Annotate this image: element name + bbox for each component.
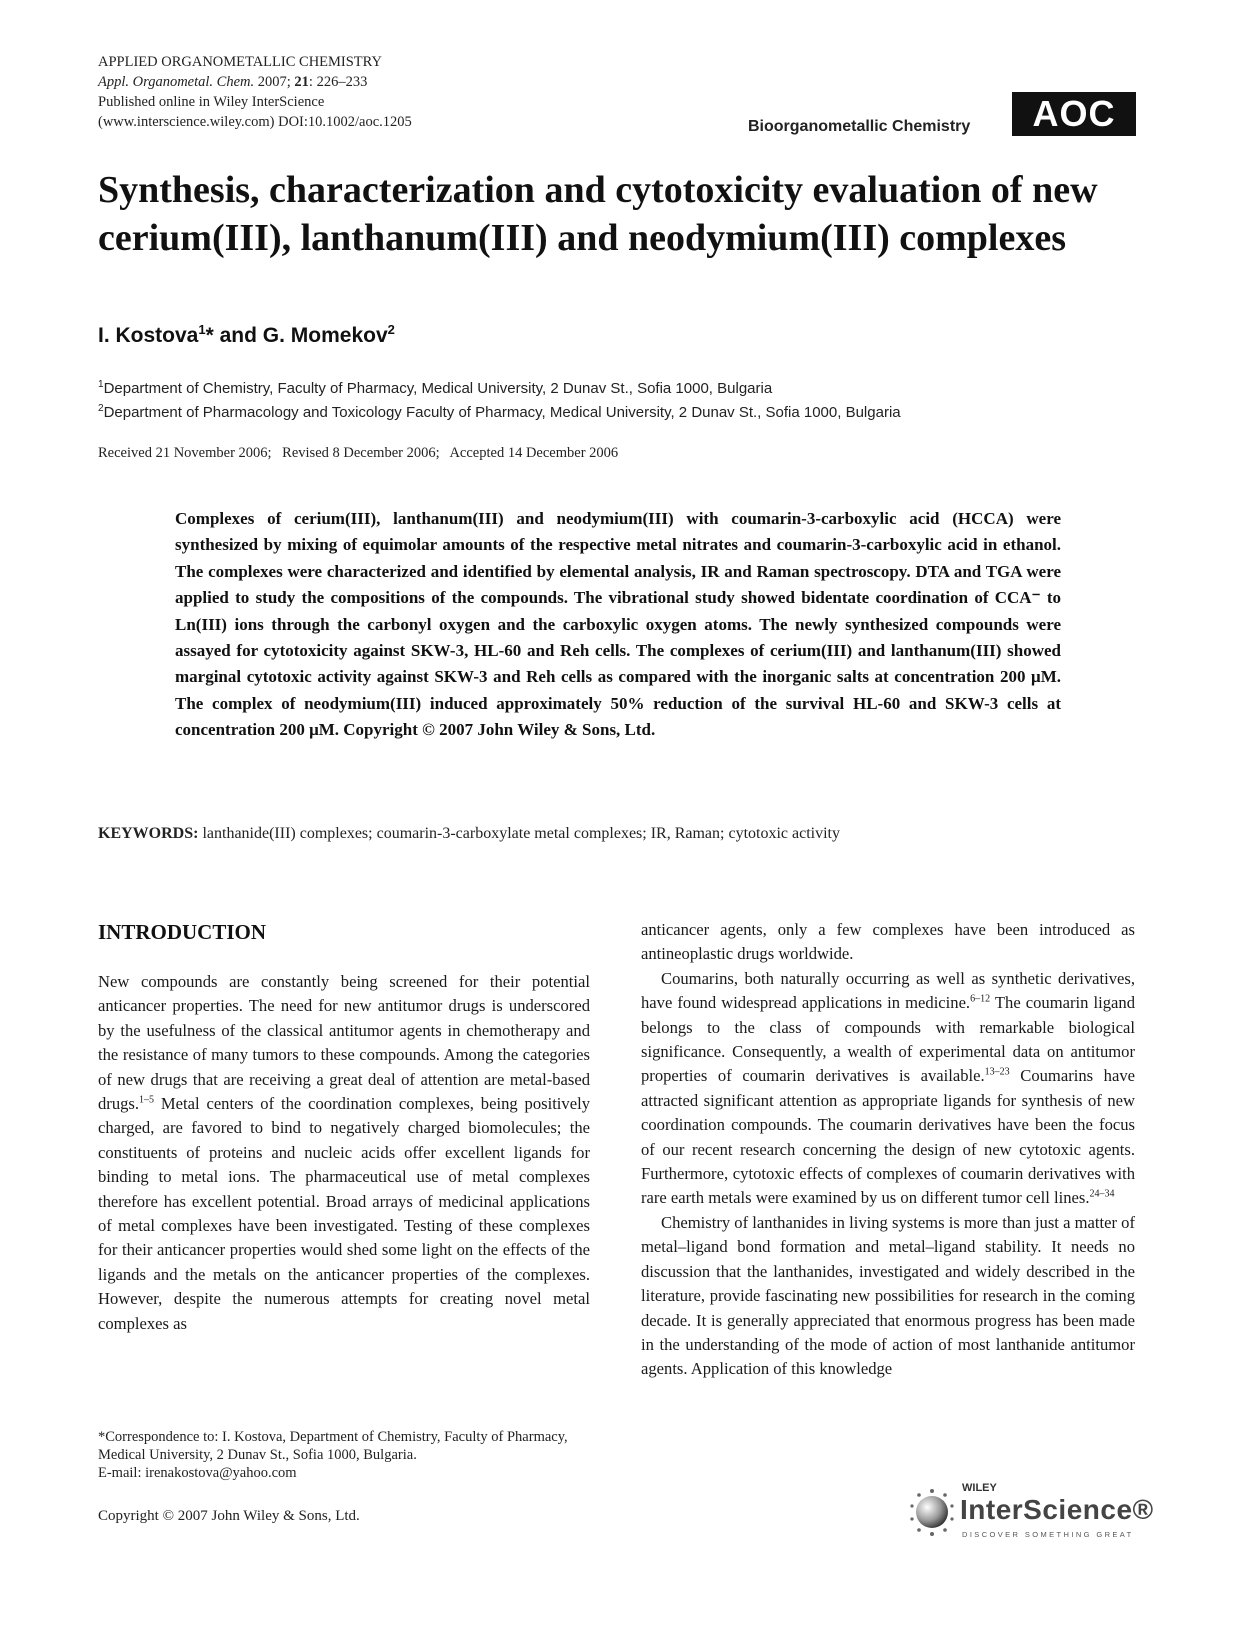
keywords-label: KEYWORDS: (98, 825, 199, 842)
keywords (98, 825, 840, 843)
abstract: Complexes of cerium(III), lanthanum(III) and neodymium(III) with coumarin-3-carboxylic acid (HCCA) were synthesized by mixing of equimolar amounts of the respective metal nitrates and coumarin-3-carboxylic acid in ethanol. The complexes were characterized and identified by elemental analysis, IR and Raman spectroscopy. DTA and TGA were applied to study the compositions of the compounds. The vibrational study showed bidentate coordination of CCA⁻ to Ln(III) ions through the carbonyl oxygen and the carboxylic oxygen atoms. The newly synthesized compounds were assayed for cytotoxicity against SKW-3, HL-60 and Reh cells. The complexes of cerium(III) and lanthanum(III) showed marginal cytotoxic activity against SKW-3 and Reh cells as compared with the inorganic salts at concentration 200 μM. The complex of neodymium(III) induced approximately 50% reduction of the survival HL-60 and SKW-3 cells at concentration 200 μM. Copyright © 2007 John Wiley & Sons, Ltd. (175, 509, 1061, 740)
intro-p2-text-c: Coumarins have attracted significant attention as appropriate ligands for synthesis of new coordination compounds. The coumarin derivatives have been the focus of our recent research concerning the design of new cytotoxic agents. Furthermore, cytotoxic effects of complexes of coumarin derivatives with rare earth metals were examined by us on different tumor cell lines. (641, 1066, 1135, 1208)
copyright-notice: Copyright © 2007 John Wiley & Sons, Ltd. (98, 1508, 360, 1524)
authors (98, 322, 395, 348)
section-label: Bioorganometallic Chemistry (748, 118, 971, 135)
journal-citation (98, 72, 412, 92)
intro-p2-text-b: The coumarin ligand belongs to the class of compounds with remarkable biological significance. Consequently, a wealth of experimental data on antitumor properties of coumarin derivatives is available. (641, 993, 1135, 1086)
introduction-heading: INTRODUCTION (98, 920, 267, 944)
author-conjunction: and (213, 324, 263, 347)
article-dates (98, 445, 625, 462)
citation-year: 2007; (254, 74, 295, 90)
citation-ref: 13–23 (984, 1066, 1010, 1078)
revised-date: Revised 8 December 2006; (282, 445, 440, 461)
aoc-logo: AOC (1012, 92, 1136, 136)
author-1: I. Kostova (98, 324, 199, 347)
published-line: Published online in Wiley InterScience (98, 94, 325, 110)
author-1-affil: 1 (198, 322, 206, 337)
citation-abbrev: Appl. Organometal. Chem. (98, 74, 255, 90)
wiley-label: WILEY (962, 1482, 997, 1494)
left-column (98, 970, 590, 1336)
keywords-text: lanthanide(III) complexes; coumarin-3-carboxylate metal complexes; IR, Raman; cytotoxic activity (198, 825, 840, 842)
affiliation-2-text: Department of Pharmacology and Toxicology Faculty of Pharmacy, Medical University, 2 Dunav St., Sofia 1000, Bulgaria (103, 404, 901, 421)
intro-p1-text-b: Metal centers of the coordination complexes, being positively charged, are favored to bind to negatively charged biomolecules; the constituents of proteins and nucleic acids offer excellent ligands for binding to metal ions. The pharmaceutical use of metal complexes therefore has excellent potential. Broad arrays of medicinal applications of metal complexes have been investigated. Testing of these complexes for their anticancer properties would shed some light on the effects of the ligands and the metals on the anticancer properties of the complexes. However, despite the numerous attempts for creating novel metal complexes as (98, 1094, 590, 1333)
intro-paragraph-1 (98, 970, 590, 1336)
affiliation-1-number: 1 (98, 379, 104, 390)
author-2-affil: 2 (387, 322, 395, 337)
received-date: Received 21 November 2006; (98, 445, 272, 461)
interscience-tagline: DISCOVER SOMETHING GREAT (962, 1530, 1134, 1539)
affiliations (98, 375, 901, 423)
citation-volume: 21 (294, 74, 309, 90)
affiliation-2-number: 2 (98, 403, 104, 414)
intro-p2-text-a: Coumarins, both naturally occurring as well as synthetic derivatives, have found widespread applications in medicine. (641, 968, 1135, 1013)
intro-paragraph-1-cont: anticancer agents, only a few complexes have been introduced as antineoplastic drugs worldwide. (641, 920, 1135, 964)
citation-ref: 6–12 (970, 993, 991, 1005)
affiliation-2 (98, 399, 901, 423)
intro-paragraph-2 (641, 967, 1135, 1211)
article-title: Synthesis, characterization and cytotoxicity evaluation of new cerium(III), lanthanum(III) and neodymium(III) complexes (98, 169, 1098, 259)
wiley-interscience-logo (908, 1482, 1154, 1548)
intro-p1-text-a: New compounds are constantly being screened for their potential anticancer properties. The need for new antitumor drugs is underscored by the usefulness of the classical antitumor agents in chemotherapy and the resistance of many tumors to these compounds. Among the categories of new drugs that are receiving a great deal of attention are metal-based drugs. (98, 972, 590, 1114)
citation-ref: 24–34 (1089, 1188, 1115, 1200)
journal-info (98, 52, 412, 132)
correspondence-address: *Correspondence to: I. Kostova, Department of Chemistry, Faculty of Pharmacy, Medical University, 2 Dunav St., Sofia 1000, Bulgaria. (98, 1429, 568, 1463)
correspondence-note (98, 1428, 598, 1482)
intro-paragraph-3: Chemistry of lanthanides in living systems is more than just a matter of metal–ligand bond formation and metal–ligand stability. It needs no discussion that the lanthanides, investigated and widely described in the literature, provide fascinating new possibilities for research in the coming decade. It is generally appreciated that enormous progress has been made in the understanding of the mode of action of most lanthanide antitumor agents. Application of this knowledge (641, 1212, 1135, 1379)
affiliation-1 (98, 375, 901, 399)
accepted-date: Accepted 14 December 2006 (449, 445, 619, 461)
doi-line: (www.interscience.wiley.com) DOI:10.1002/aoc.1205 (98, 114, 412, 130)
citation-ref: 1–5 (139, 1094, 155, 1106)
interscience-sphere-icon (908, 1488, 956, 1536)
journal-name: APPLIED ORGANOMETALLIC CHEMISTRY (98, 54, 383, 70)
author-2: G. Momekov (262, 324, 388, 347)
right-column (641, 918, 1135, 1382)
corresponding-mark: * (205, 324, 214, 347)
affiliation-1-text: Department of Chemistry, Faculty of Pharmacy, Medical University, 2 Dunav St., Sofia 1000, Bulgaria (103, 380, 773, 397)
correspondence-email: E-mail: irenakostova@yahoo.com (98, 1465, 297, 1481)
citation-pages: : 226–233 (308, 74, 368, 90)
interscience-label: InterScience® (960, 1494, 1154, 1525)
